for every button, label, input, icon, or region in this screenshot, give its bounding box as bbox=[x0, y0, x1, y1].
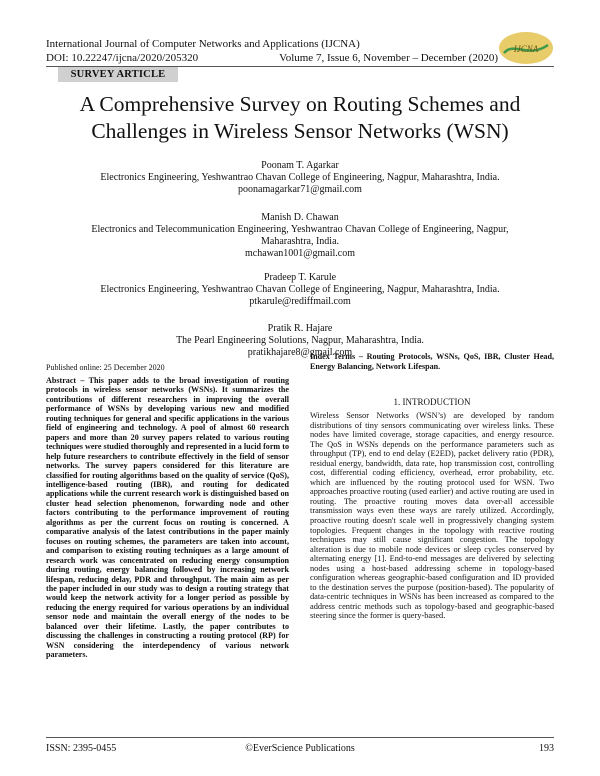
introduction-text: Wireless Sensor Networks (WSN’s) are developed by random distributions of tiny sensors communicating over wireless links. These nodes have limited coverage, storage capacities, and energy resource. The QoS in WSNs depends on the performance parameters such as throughput (TP), end to end delay (E2ED), packet delivery ratio (PDR), residual energy, bandwidth, data rate, hop transmission cost, controlling cost, differential coding efficiency, overhead, error probability, etc. which are influenced by the routing protocol used for WSN. Two approaches proactive routing (used earlier) and active routing are used in routing. The proactive routing moves data over-all accessible transmission ways even these ways are rarely utilized. Accordingly, proactive routing doesn't scale well in progressively changing system topologies. Frequent changes in the topology with reactive routing techniques may still cause significant congestion. The topology alteration is due to mobile node devices or sleep cycles conserved by alternating energy [1]. End-to-end messages are delivered by selecting nodes using a host-based addressing scheme in topology-based configuration whereas geographic-based configuration and ID provided to the destination serves the purpose (position-based). The popularity of data-centric techniques in WSNs has been increased as compared to the address centric methods such as topology-based and geographic-based steering since the former is query-based. bbox=[310, 411, 554, 621]
author-email: pratikhajare8@gmail.com bbox=[247, 347, 353, 358]
author-affiliation: The Pearl Engineering Solutions, Nagpur, Maharashtra, India. bbox=[176, 335, 424, 346]
footer-publisher: ©EverScience Publications bbox=[245, 743, 355, 754]
author-block-2 bbox=[70, 212, 530, 260]
index-terms: Index Terms – Routing Protocols, WSNs, QoS, IBR, Cluster Head, Energy Balancing, Network Lifespan. bbox=[310, 352, 554, 371]
title-line-1: A Comprehensive Survey on Routing Schemes and bbox=[79, 92, 521, 116]
page-number: 193 bbox=[539, 743, 554, 754]
footer-issn: ISSN: 2395-0455 bbox=[46, 743, 117, 754]
author-affiliation: Electronics Engineering, Yeshwantrao Chavan College of Engineering, Nagpur, Maharashtra, India. bbox=[100, 172, 500, 183]
abstract: Abstract – This paper adds to the broad investigation of routing protocols in wireless sensor networks (WSNs). It summarizes the contributions of different researchers in improving the overall performance of WSNs by developing various new and modified routing techniques for general and specific applications in the various field of engineering and technology. A pool of almost 60 research papers and more than 20 survey papers related to various routing techniques were studied thoroughly and represented in a lucid form to help future researchers to contribute effectively in the field of sensor networks. The survey papers considered for this literature are classified for routing algorithms based on the quality of service (QoS), intelligence-based routing (IBR), and routing for dedicated applications while the current research work is distinguished based on cluster head selection phenomenon, forwarding node and other factors contributing to the performance improvement of routing algorithms as per the current focus on routing is concerned. A comparative analysis of the latest contributions in the paper mainly focuses on routing schemes, the parameters are taken into account, and comparison to existing routing techniques as a large amount of research work was concentrated on reducing energy consumption during routing, energy balancing followed by increasing network lifespan, reducing delay, PDR and throughput. The main aim as per the paper included in our study was to design a routing strategy that would keep the network activity for a longer period as possible by reducing the energy required for various operations by an individual sensor node and maintain the overall energy of the nodes to be balanced over their lifetime. Lastly, the paper contributes to discussing the challenges in constructing a routing protocol (RP) for WSN considering the interdependency of various network parameters. bbox=[46, 376, 289, 660]
author-name: Manish D. Chawan bbox=[261, 212, 339, 223]
author-name: Pratik R. Hajare bbox=[267, 323, 333, 334]
published-date: Published online: 25 December 2020 bbox=[46, 363, 165, 372]
section-heading-introduction: 1. INTRODUCTION bbox=[393, 397, 471, 407]
author-email: mchawan1001@gmail.com bbox=[244, 248, 355, 259]
journal-logo bbox=[498, 28, 554, 68]
author-block-1 bbox=[70, 160, 530, 196]
author-email: poonamagarkar71@gmail.com bbox=[238, 184, 362, 195]
article-type-badge: SURVEY ARTICLE bbox=[58, 67, 178, 82]
author-affiliation: Electronics and Telecommunication Engineering, Yeshwantrao Chavan College of Engineering, Nagpur, Maharashtra, India. bbox=[91, 224, 509, 247]
author-block-3 bbox=[70, 272, 530, 308]
logo-text: IJCNA bbox=[513, 44, 539, 54]
journal-name: International Journal of Computer Networks and Applications (IJCNA) bbox=[46, 38, 360, 50]
issue-info: Volume 7, Issue 6, November – December (2020) bbox=[279, 52, 498, 64]
author-affiliation: Electronics Engineering, Yeshwantrao Chavan College of Engineering, Nagpur, Maharashtra, India. bbox=[100, 284, 500, 295]
title-line-2: Challenges in Wireless Sensor Networks (WSN) bbox=[91, 119, 509, 143]
author-name: Poonam T. Agarkar bbox=[261, 160, 339, 171]
footer-divider bbox=[46, 737, 554, 738]
doi-issue-row bbox=[46, 52, 498, 65]
author-name: Pradeep T. Karule bbox=[263, 272, 337, 283]
doi: DOI: 10.22247/ijcna/2020/205320 bbox=[46, 52, 199, 64]
paper-title bbox=[40, 91, 560, 145]
author-email: ptkarule@rediffmail.com bbox=[249, 296, 351, 307]
